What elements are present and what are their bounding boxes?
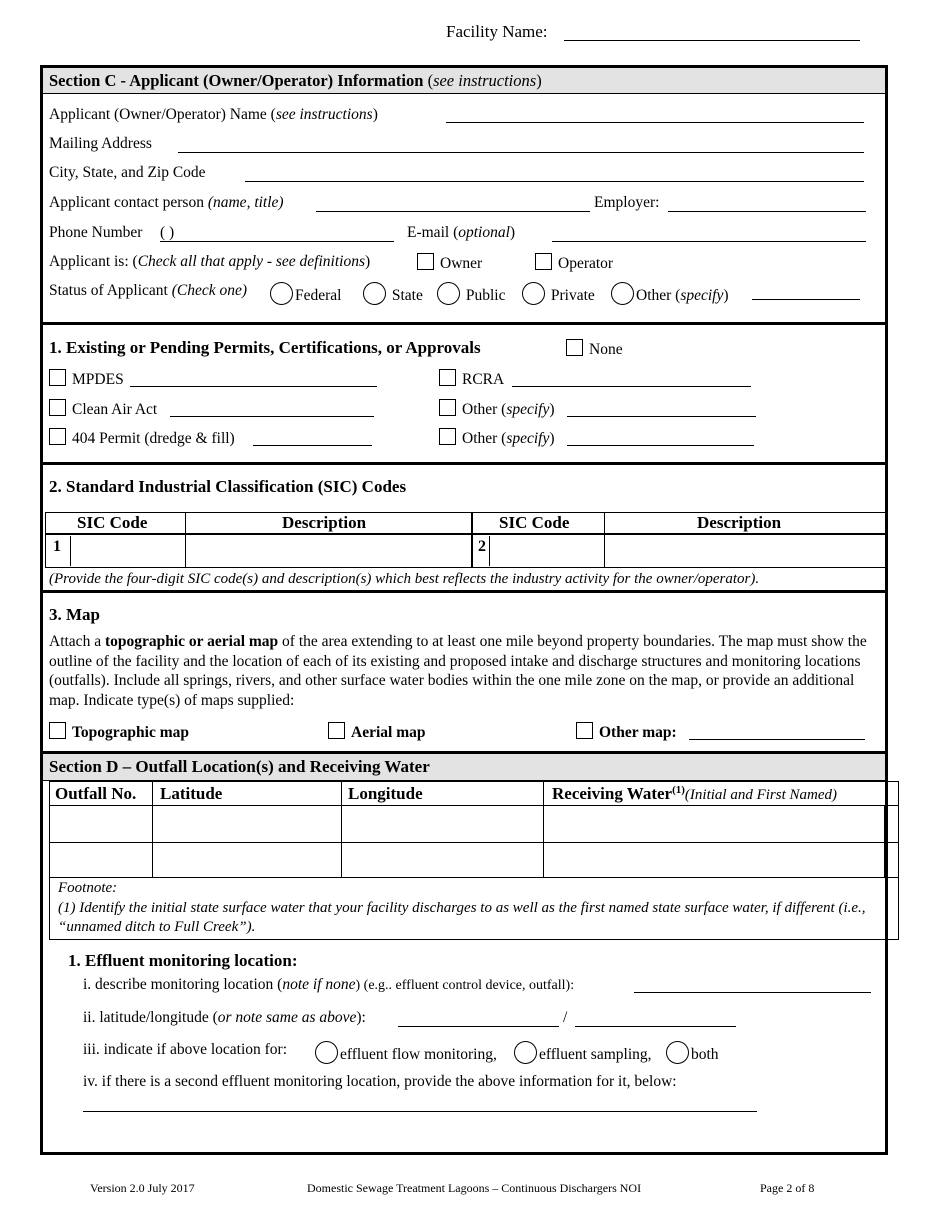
other-radio[interactable] (611, 282, 634, 305)
footnote-text: (1) Identify the initial state surface water that your facility discharges to as well as the first named state surface water, if different (i.e., “unnamed ditch to Full Creek”). (58, 900, 866, 935)
second-location-field[interactable] (83, 1111, 757, 1112)
phone-label: Phone Number (49, 224, 143, 241)
sic-header-code-1: SIC Code (77, 513, 148, 532)
both-radio[interactable] (666, 1041, 689, 1064)
sic-note: (Provide the four-digit SIC code(s) and description(s) which best reflects the industry activity for the owner/operator). (49, 571, 760, 587)
employer-label: Employer: (594, 194, 660, 211)
divider (40, 462, 888, 465)
other-permit-1-field[interactable] (567, 416, 756, 417)
other-permit-1-checkbox[interactable] (439, 399, 456, 416)
other-map-option[interactable]: Other map: (576, 722, 677, 742)
other-permit-2-field[interactable] (567, 445, 754, 446)
rcra-option[interactable]: RCRA (439, 369, 504, 389)
operator-checkbox[interactable] (535, 253, 552, 270)
footnote-label: Footnote: (58, 880, 118, 896)
federal-radio[interactable] (270, 282, 293, 305)
outfall-header-longitude: Longitude (348, 784, 423, 803)
flow-monitoring-option[interactable]: effluent flow monitoring, (313, 1041, 497, 1064)
other-permit-2-option[interactable]: Other (specify) (439, 428, 555, 448)
clean-air-checkbox[interactable] (49, 399, 66, 416)
divider (40, 590, 888, 593)
owner-option[interactable]: Owner (417, 253, 482, 273)
mpdes-field[interactable] (130, 386, 377, 387)
contact-person-label: Applicant contact person (name, title) (49, 194, 284, 211)
status-other-option[interactable]: Other (specify) (609, 282, 729, 305)
city-state-zip-label: City, State, and Zip Code (49, 164, 206, 181)
mpdes-checkbox[interactable] (49, 369, 66, 386)
effluent-sampling-radio[interactable] (514, 1041, 537, 1064)
footer-version: Version 2.0 July 2017 (90, 1181, 195, 1195)
mpdes-option[interactable]: MPDES (49, 369, 124, 389)
lat-long-separator: / (563, 1009, 568, 1026)
status-other-field[interactable] (752, 299, 860, 300)
sic-title: 2. Standard Industrial Classification (SIC) Codes (49, 477, 407, 496)
section-d-title: Section D – Outfall Location(s) and Receiving Water (49, 757, 430, 776)
status-state-option[interactable]: State (361, 282, 423, 305)
aerial-map-option[interactable]: Aerial map (328, 722, 425, 742)
other-permit-1-option[interactable]: Other (specify) (439, 399, 555, 419)
status-private-option[interactable]: Private (520, 282, 595, 305)
effluent-location-field[interactable] (634, 992, 871, 993)
phone-area-code: ( ) (160, 224, 175, 241)
owner-checkbox[interactable] (417, 253, 434, 270)
contact-person-field[interactable] (316, 211, 590, 212)
facility-name-label: Facility Name: (446, 22, 548, 41)
footer-document-title: Domestic Sewage Treatment Lagoons – Continuous Dischargers NOI (307, 1181, 642, 1195)
outfall-header-latitude: Latitude (160, 784, 223, 803)
applicant-name-label: Applicant (Owner/Operator) Name (see instructions) (49, 106, 378, 123)
sic-header-code-2: SIC Code (499, 513, 570, 532)
both-option[interactable]: both (664, 1041, 719, 1064)
sic-row-1-num: 1 (53, 538, 61, 555)
email-field[interactable] (552, 241, 866, 242)
outfall-header-receiving: Receiving Water$^{(1)}$(Initial and First Named) (552, 784, 837, 804)
map-instructions: Attach a topographic or aerial map of the area extending to at least one mile beyond property boundaries. The map must show the outline of the facility and the location of each of its existing and proposed intake and discharge structures and monitoring locations (outfalls). Include all springs, rivers, and other surface water bodies within the one mile zone on the map, or provide an additional map. Indicate type(s) of maps supplied: (49, 633, 867, 709)
state-radio[interactable] (363, 282, 386, 305)
mailing-address-field[interactable] (178, 152, 864, 153)
permits-none-option[interactable]: None (566, 339, 623, 359)
flow-monitoring-radio[interactable] (315, 1041, 338, 1064)
effluent-ii-label: ii. latitude/longitude (or note same as above): (83, 1009, 366, 1026)
permit-404-field[interactable] (253, 445, 372, 446)
effluent-title: 1. Effluent monitoring location: (68, 951, 298, 970)
permit-404-option[interactable]: 404 Permit (dredge & fill) (49, 428, 235, 448)
sic-row-2-num: 2 (478, 538, 486, 555)
other-permit-2-checkbox[interactable] (439, 428, 456, 445)
section-d-header (43, 754, 885, 781)
phone-field[interactable] (160, 241, 394, 242)
none-checkbox[interactable] (566, 339, 583, 356)
public-radio[interactable] (437, 282, 460, 305)
longitude-field[interactable] (575, 1026, 736, 1027)
latitude-field[interactable] (398, 1026, 559, 1027)
effluent-iii-label: iii. indicate if above location for: (83, 1041, 288, 1058)
map-title: 3. Map (49, 605, 100, 624)
permit-404-checkbox[interactable] (49, 428, 66, 445)
status-federal-option[interactable]: Federal (268, 282, 341, 305)
permits-title: 1. Existing or Pending Permits, Certifications, or Approvals (49, 338, 481, 357)
rcra-checkbox[interactable] (439, 369, 456, 386)
effluent-i-label: i. describe monitoring location (note if none) (e.g.. effluent control device, outfall): (83, 976, 575, 993)
operator-option[interactable]: Operator (535, 253, 613, 273)
applicant-name-field[interactable] (446, 122, 864, 123)
effluent-sampling-option[interactable]: effluent sampling, (512, 1041, 652, 1064)
status-label: Status of Applicant (Check one) (49, 282, 248, 299)
topo-map-checkbox[interactable] (49, 722, 66, 739)
section-c-header: Section C - Applicant (Owner/Operator) Information (see instructions) (43, 68, 885, 94)
status-public-option[interactable]: Public (435, 282, 506, 305)
section-c-title: Section C - Applicant (Owner/Operator) Information (49, 71, 424, 90)
sic-header-desc-1: Description (282, 513, 367, 532)
email-label: E-mail (optional) (407, 224, 516, 241)
facility-name-field[interactable] (564, 40, 860, 41)
aerial-map-checkbox[interactable] (328, 722, 345, 739)
other-map-field[interactable] (689, 739, 865, 740)
clean-air-field[interactable] (170, 416, 374, 417)
city-state-zip-field[interactable] (245, 181, 864, 182)
section-c-title-note: see instructions (433, 71, 537, 90)
footer-page-number: Page 2 of 8 (760, 1181, 815, 1195)
clean-air-option[interactable]: Clean Air Act (49, 399, 157, 419)
divider (40, 322, 888, 325)
other-map-checkbox[interactable] (576, 722, 593, 739)
rcra-field[interactable] (512, 386, 751, 387)
applicant-is-label: Applicant is: (Check all that apply - see definitions) (49, 253, 371, 270)
mailing-address-label: Mailing Address (49, 135, 152, 152)
private-radio[interactable] (522, 282, 545, 305)
outfall-header-no: Outfall No. (55, 784, 137, 803)
employer-field[interactable] (668, 211, 866, 212)
sic-header-desc-2: Description (697, 513, 782, 532)
topo-map-option[interactable]: Topographic map (49, 722, 189, 742)
effluent-iv-label: iv. if there is a second effluent monitoring location, provide the above information for it, below: (83, 1073, 677, 1090)
